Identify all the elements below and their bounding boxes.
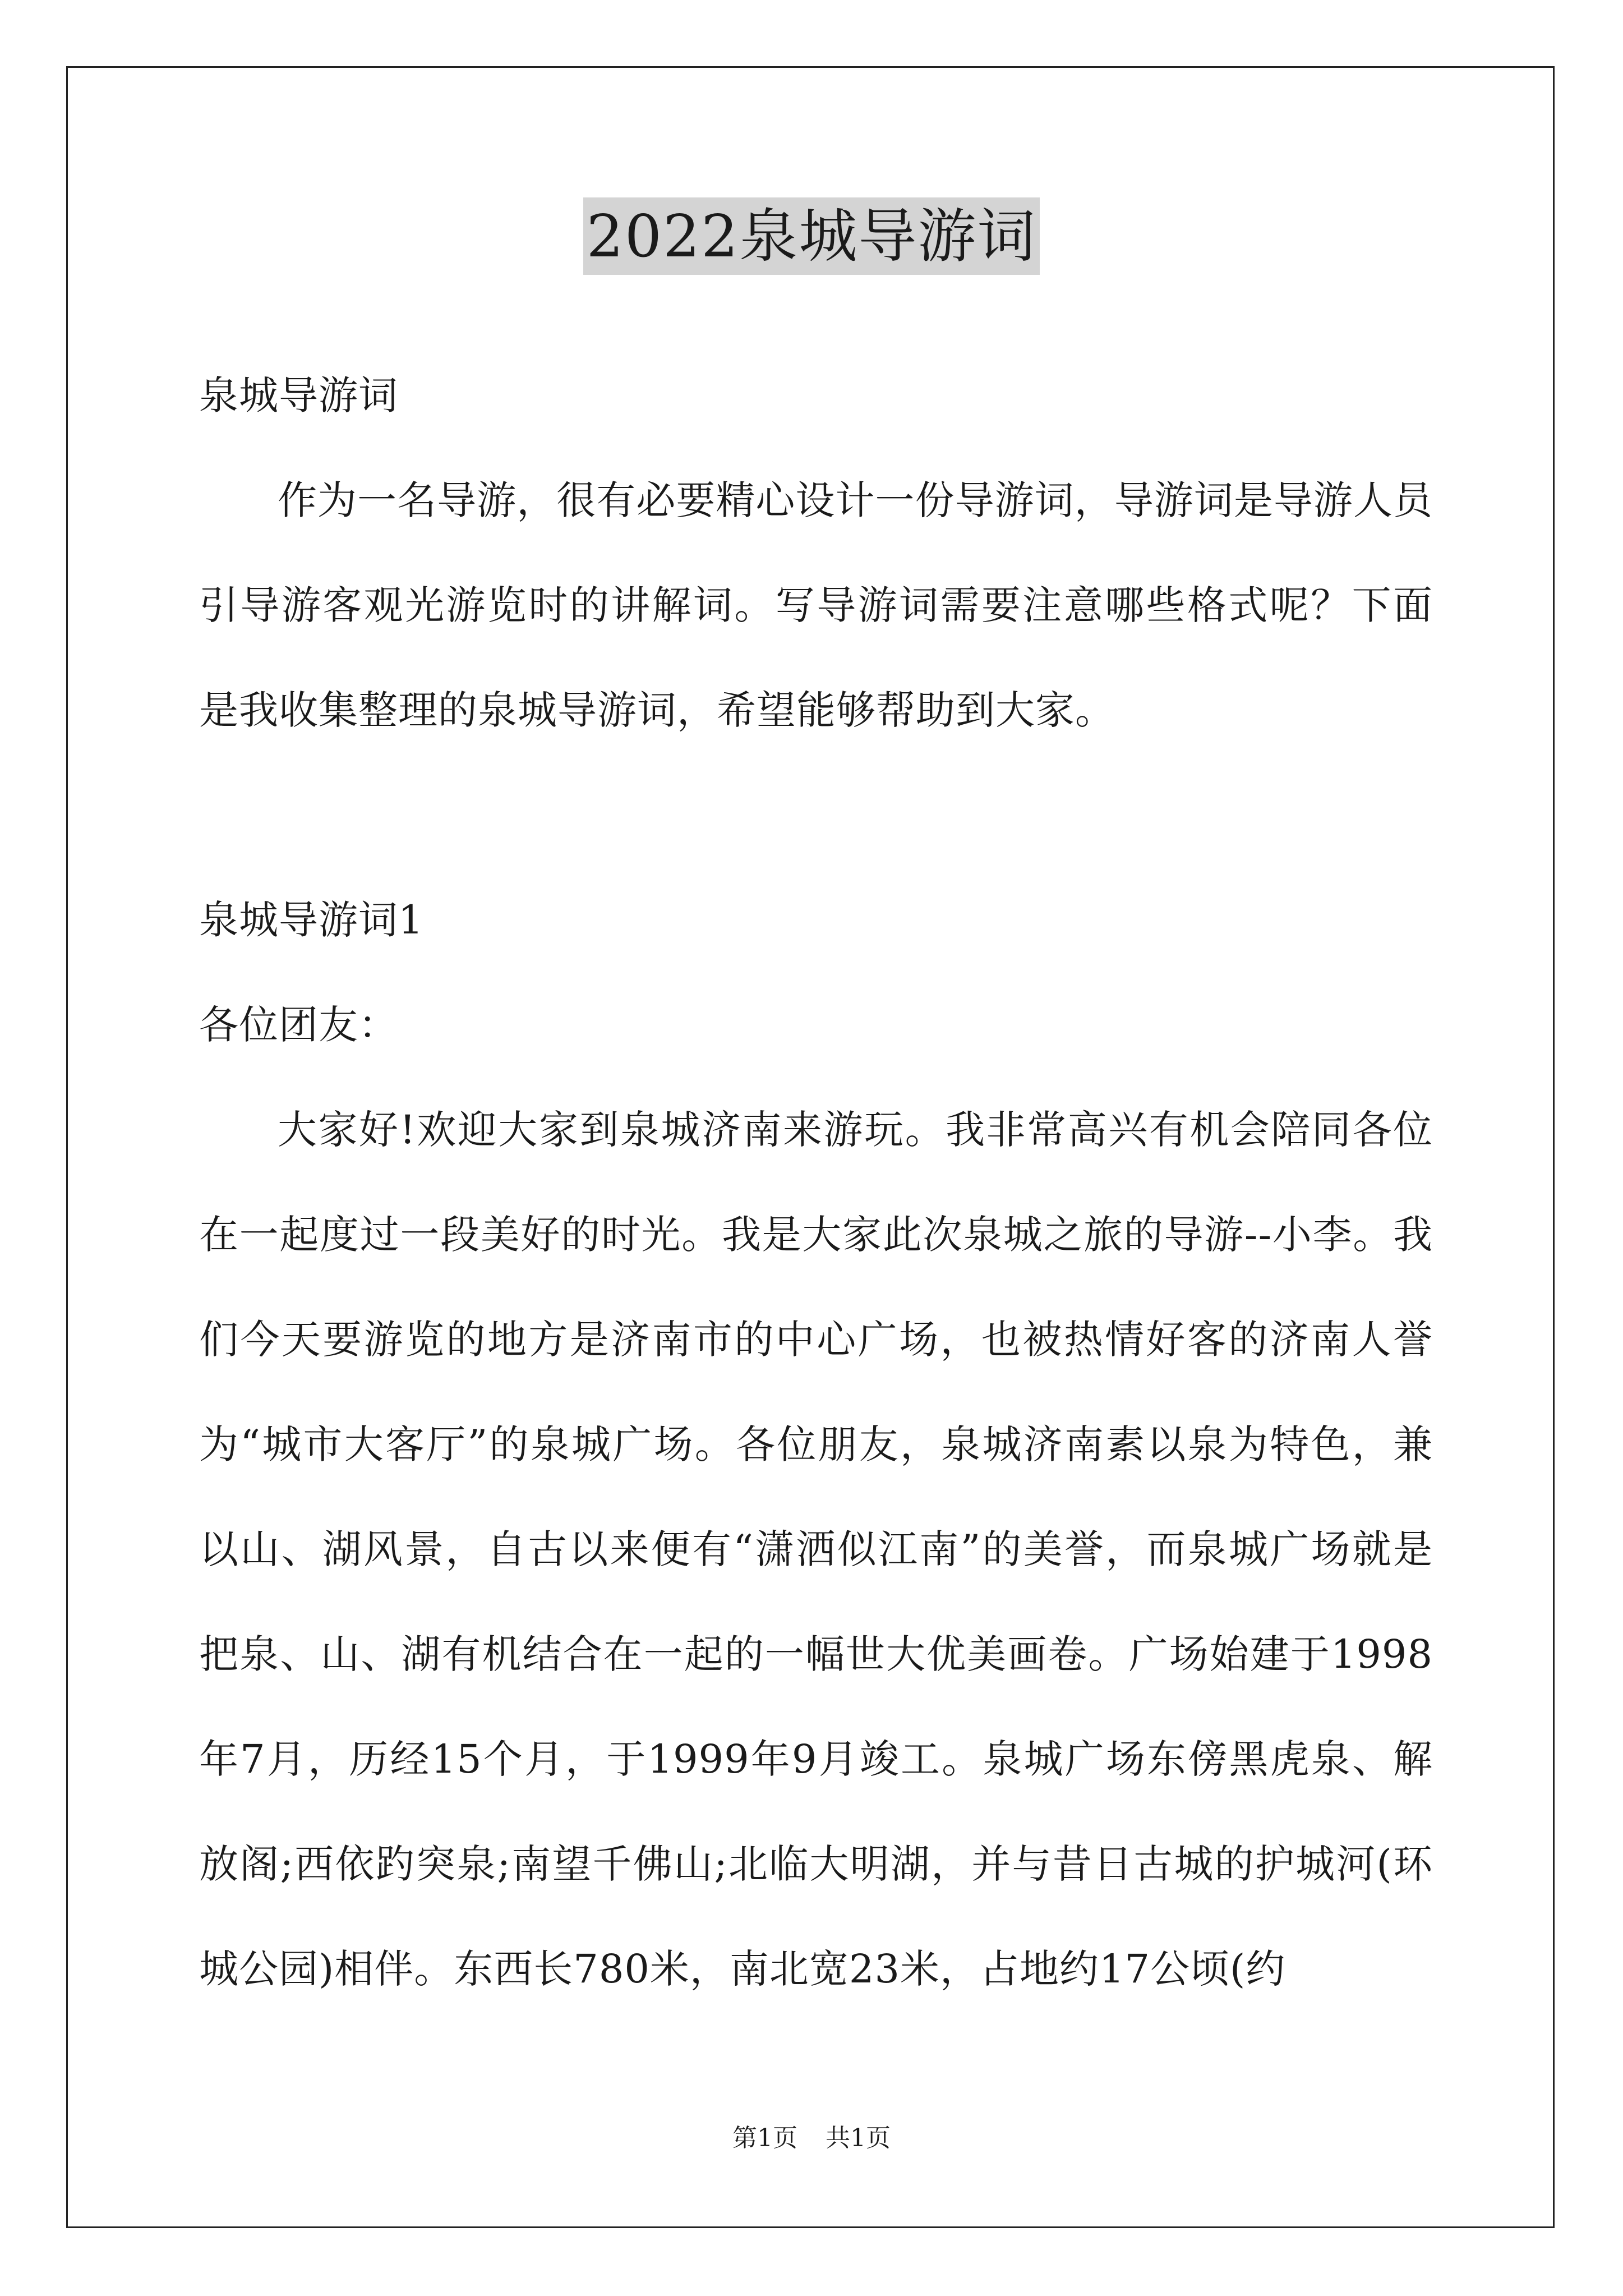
greeting-line: 各位团友： xyxy=(199,1002,398,1048)
blank-line xyxy=(199,763,1433,868)
page-total: 共1页 xyxy=(826,2124,891,2152)
document-body xyxy=(199,343,1433,2022)
page-number: 第1页 xyxy=(732,2124,797,2152)
main-heading: 泉城导游词 xyxy=(199,372,398,418)
document-title: 2022泉城导游词 xyxy=(583,197,1040,275)
section-title: 泉城导游词1 xyxy=(199,897,424,943)
body-paragraph: 大家好!欢迎大家到泉城济南来游玩。我非常高兴有机会陪同各位在一起度过一段美好的时光。我是大家此次泉城之旅的导游--小李。我们今天要游览的地方是济南市的中心广场，也被热情好客的济南人誉为“城市大客厅”的泉城广场。各位朋友，泉城济南素以泉为特色，兼以山、湖风景，自古以来便有“潇洒似江南”的美誉，而泉城广场就是把泉、山、湖有机结合在一起的一幅世大优美画卷。广场始建于1998年7月，历经15个月，于1999年9月竣工。泉城广场东傍黑虎泉、解放阁;西依趵突泉;南望千佛山;北临大明湖，并与昔日古城的护城河(环城公园)相伴。东西长780米，南北宽23米，占地约17公顷(约 xyxy=(199,1107,1433,1992)
intro-paragraph: 作为一名导游，很有必要精心设计一份导游词，导游词是导游人员引导游客观光游览时的讲解词。写导游词需要注意哪些格式呢？下面是我收集整理的泉城导游词，希望能够帮助到大家。 xyxy=(199,477,1433,733)
title-container xyxy=(0,197,1623,275)
page-footer xyxy=(0,2122,1623,2155)
